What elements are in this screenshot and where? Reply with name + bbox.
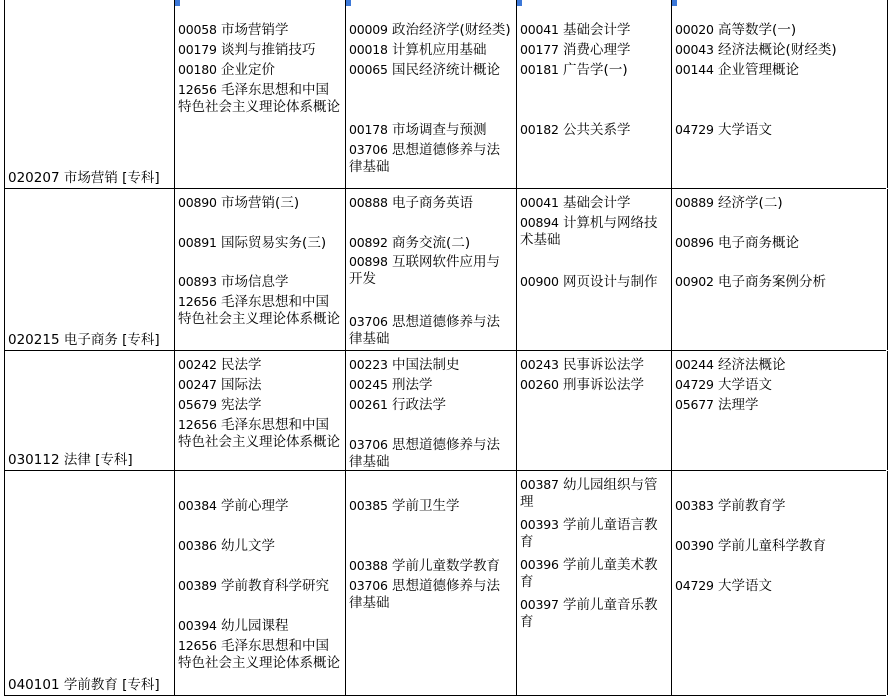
table-row bbox=[4, 351, 886, 471]
course-entry bbox=[178, 396, 342, 414]
course-code: 00223 bbox=[349, 357, 388, 372]
course-code: 00065 bbox=[349, 62, 388, 77]
course-code: 00898 bbox=[349, 254, 388, 269]
course-code: 00009 bbox=[349, 22, 388, 37]
course-entry bbox=[520, 596, 668, 631]
course-code: 03706 bbox=[349, 437, 388, 452]
course-name: 电子商务案例分析 bbox=[713, 274, 827, 290]
major-name: 020207 市场营销 [专科] bbox=[8, 170, 160, 186]
exam-slot-cell bbox=[345, 351, 517, 470]
course-code: 00386 bbox=[178, 538, 217, 553]
course-entry bbox=[349, 41, 513, 59]
course-entry bbox=[178, 21, 342, 39]
course-entry bbox=[349, 396, 513, 414]
course-name: 宪法学 bbox=[216, 397, 262, 413]
course-code: 00043 bbox=[675, 42, 714, 57]
column-marker bbox=[175, 0, 180, 6]
course-name: 毛泽东思想和中国特色社会主义理论体系概论 bbox=[178, 294, 340, 327]
course-entry bbox=[675, 41, 883, 59]
major-name: 040101 学前教育 [专科] bbox=[8, 677, 160, 693]
course-entry bbox=[178, 416, 342, 451]
course-name: 商务交流(二) bbox=[387, 235, 471, 251]
course-entry bbox=[349, 61, 513, 79]
course-code: 00018 bbox=[349, 42, 388, 57]
course-name: 毛泽东思想和中国特色社会主义理论体系概论 bbox=[178, 638, 340, 671]
course-entry bbox=[178, 273, 342, 291]
course-entry bbox=[178, 617, 342, 635]
course-name: 毛泽东思想和中国特色社会主义理论体系概论 bbox=[178, 417, 340, 450]
course-name: 毛泽东思想和中国特色社会主义理论体系概论 bbox=[178, 82, 340, 115]
course-code: 00177 bbox=[520, 42, 559, 57]
course-name: 谈判与推销技巧 bbox=[216, 42, 316, 58]
course-code: 00900 bbox=[520, 274, 559, 289]
course-entry bbox=[178, 61, 342, 79]
course-name: 电子商务概论 bbox=[713, 235, 800, 251]
course-entry bbox=[178, 234, 342, 252]
course-code: 04729 bbox=[675, 377, 714, 392]
course-entry bbox=[349, 376, 513, 394]
course-entry bbox=[349, 497, 513, 515]
course-entry bbox=[675, 234, 883, 252]
course-entry bbox=[520, 356, 668, 374]
major-cell bbox=[4, 351, 175, 470]
exam-slot-cell bbox=[174, 0, 346, 188]
course-code: 00892 bbox=[349, 235, 388, 250]
course-entry bbox=[349, 356, 513, 374]
course-entry bbox=[675, 273, 883, 291]
course-name: 幼儿文学 bbox=[216, 538, 276, 554]
course-name: 学前儿童语言教育 bbox=[520, 517, 658, 550]
table-row bbox=[4, 189, 886, 351]
course-name: 学前儿童科学教育 bbox=[713, 538, 827, 554]
course-name: 消费心理学 bbox=[558, 42, 631, 58]
course-name: 幼儿园组织与管理 bbox=[520, 477, 658, 510]
course-code: 00890 bbox=[178, 195, 217, 210]
course-entry bbox=[349, 194, 513, 212]
course-name: 互联网软件应用与开发 bbox=[349, 254, 501, 287]
exam-slot-cell bbox=[345, 189, 517, 350]
course-entry bbox=[349, 436, 513, 471]
course-name: 学前儿童音乐教育 bbox=[520, 597, 658, 630]
course-entry bbox=[675, 61, 883, 79]
course-code: 00384 bbox=[178, 498, 217, 513]
course-name: 广告学(一) bbox=[558, 62, 628, 78]
exam-slot-cell bbox=[671, 0, 888, 188]
course-name: 大学语文 bbox=[713, 377, 773, 393]
course-code: 00393 bbox=[520, 517, 559, 532]
course-name: 公共关系学 bbox=[558, 122, 631, 138]
course-code: 05677 bbox=[675, 397, 714, 412]
course-name: 国际法 bbox=[216, 377, 262, 393]
course-entry bbox=[349, 21, 513, 39]
course-name: 计算机与网络技术基础 bbox=[520, 215, 658, 248]
course-code: 00902 bbox=[675, 274, 714, 289]
course-schedule-table bbox=[4, 0, 886, 696]
exam-slot-cell bbox=[516, 471, 672, 695]
course-entry bbox=[349, 121, 513, 139]
course-entry bbox=[520, 476, 668, 511]
course-name: 学前儿童数学教育 bbox=[387, 558, 501, 574]
course-code: 00180 bbox=[178, 62, 217, 77]
course-name: 思想道德修养与法律基础 bbox=[349, 314, 501, 347]
course-code: 00178 bbox=[349, 122, 388, 137]
course-name: 刑事诉讼法学 bbox=[558, 377, 645, 393]
major-cell bbox=[4, 189, 175, 350]
course-name: 思想道德修养与法律基础 bbox=[349, 142, 501, 175]
course-name: 刑法学 bbox=[387, 377, 433, 393]
course-name: 幼儿园课程 bbox=[216, 618, 289, 634]
course-entry bbox=[349, 253, 513, 288]
course-name: 行政法学 bbox=[387, 397, 447, 413]
major-name: 030112 法律 [专科] bbox=[8, 452, 133, 468]
course-entry bbox=[178, 577, 342, 595]
course-code: 00893 bbox=[178, 274, 217, 289]
course-code: 00179 bbox=[178, 42, 217, 57]
course-name: 法理学 bbox=[713, 397, 759, 413]
course-entry bbox=[349, 557, 513, 575]
course-entry bbox=[520, 516, 668, 551]
table-row bbox=[4, 471, 886, 696]
course-name: 市场调查与预测 bbox=[387, 122, 487, 138]
course-entry bbox=[675, 497, 883, 515]
column-marker bbox=[672, 0, 677, 6]
course-name: 中国法制史 bbox=[387, 357, 460, 373]
course-code: 12656 bbox=[178, 294, 217, 309]
course-name: 经济法概论(财经类) bbox=[713, 42, 837, 58]
course-entry bbox=[349, 234, 513, 252]
course-entry bbox=[675, 376, 883, 394]
course-code: 00889 bbox=[675, 195, 714, 210]
exam-slot-cell bbox=[174, 471, 346, 695]
course-code: 00389 bbox=[178, 578, 217, 593]
course-name: 市场信息学 bbox=[216, 274, 289, 290]
course-name: 大学语文 bbox=[713, 122, 773, 138]
course-code: 04729 bbox=[675, 578, 714, 593]
course-entry bbox=[178, 376, 342, 394]
course-name: 网页设计与制作 bbox=[558, 274, 658, 290]
exam-slot-cell bbox=[345, 0, 517, 188]
course-name: 学前卫生学 bbox=[387, 498, 460, 514]
course-code: 00383 bbox=[675, 498, 714, 513]
course-name: 国际贸易实务(三) bbox=[216, 235, 327, 251]
course-code: 12656 bbox=[178, 82, 217, 97]
exam-slot-cell bbox=[516, 189, 672, 350]
course-entry bbox=[178, 497, 342, 515]
column-marker bbox=[346, 0, 351, 6]
major-name: 020215 电子商务 [专科] bbox=[8, 332, 160, 348]
course-entry bbox=[178, 81, 342, 116]
course-name: 市场营销(三) bbox=[216, 195, 300, 211]
course-entry bbox=[520, 376, 668, 394]
course-entry bbox=[520, 121, 668, 139]
course-name: 学前心理学 bbox=[216, 498, 289, 514]
course-name: 政治经济学(财经类) bbox=[387, 22, 511, 38]
course-entry bbox=[520, 194, 668, 212]
course-name: 思想道德修养与法律基础 bbox=[349, 578, 501, 611]
course-code: 00390 bbox=[675, 538, 714, 553]
course-code: 00244 bbox=[675, 357, 714, 372]
course-name: 经济法概论 bbox=[713, 357, 786, 373]
course-entry bbox=[178, 293, 342, 328]
course-code: 00894 bbox=[520, 215, 559, 230]
exam-slot-cell bbox=[516, 0, 672, 188]
course-name: 计算机应用基础 bbox=[387, 42, 487, 58]
course-entry bbox=[520, 273, 668, 291]
course-name: 高等数学(一) bbox=[713, 22, 797, 38]
course-name: 学前教育学 bbox=[713, 498, 786, 514]
course-entry bbox=[520, 61, 668, 79]
course-name: 市场营销学 bbox=[216, 22, 289, 38]
course-entry bbox=[178, 194, 342, 212]
course-name: 民法学 bbox=[216, 357, 262, 373]
exam-slot-cell bbox=[671, 471, 888, 695]
course-code: 00388 bbox=[349, 558, 388, 573]
exam-slot-cell bbox=[671, 189, 888, 350]
course-code: 04729 bbox=[675, 122, 714, 137]
course-name: 思想道德修养与法律基础 bbox=[349, 437, 501, 470]
course-entry bbox=[675, 577, 883, 595]
course-code: 00394 bbox=[178, 618, 217, 633]
course-code: 00058 bbox=[178, 22, 217, 37]
course-entry bbox=[349, 577, 513, 612]
course-code: 00397 bbox=[520, 597, 559, 612]
course-entry bbox=[520, 41, 668, 59]
course-entry bbox=[675, 537, 883, 555]
course-entry bbox=[520, 21, 668, 39]
course-entry bbox=[178, 356, 342, 374]
course-code: 00260 bbox=[520, 377, 559, 392]
course-name: 企业管理概论 bbox=[713, 62, 800, 78]
course-code: 03706 bbox=[349, 142, 388, 157]
course-code: 03706 bbox=[349, 578, 388, 593]
course-entry bbox=[520, 556, 668, 591]
course-code: 00041 bbox=[520, 22, 559, 37]
course-code: 00243 bbox=[520, 357, 559, 372]
course-code: 00181 bbox=[520, 62, 559, 77]
course-code: 00387 bbox=[520, 477, 559, 492]
exam-slot-cell bbox=[174, 189, 346, 350]
course-name: 企业定价 bbox=[216, 62, 276, 78]
course-code: 00891 bbox=[178, 235, 217, 250]
course-name: 国民经济统计概论 bbox=[387, 62, 501, 78]
course-code: 00242 bbox=[178, 357, 217, 372]
course-entry bbox=[675, 121, 883, 139]
course-code: 00144 bbox=[675, 62, 714, 77]
course-name: 经济学(二) bbox=[713, 195, 783, 211]
course-name: 基础会计学 bbox=[558, 195, 631, 211]
course-entry bbox=[349, 313, 513, 348]
course-name: 电子商务英语 bbox=[387, 195, 474, 211]
course-code: 00182 bbox=[520, 122, 559, 137]
course-code: 12656 bbox=[178, 417, 217, 432]
exam-slot-cell bbox=[671, 351, 888, 470]
course-code: 00896 bbox=[675, 235, 714, 250]
course-name: 民事诉讼法学 bbox=[558, 357, 645, 373]
course-code: 03706 bbox=[349, 314, 388, 329]
course-name: 基础会计学 bbox=[558, 22, 631, 38]
course-entry bbox=[520, 214, 668, 249]
exam-slot-cell bbox=[516, 351, 672, 470]
course-code: 00888 bbox=[349, 195, 388, 210]
course-code: 00041 bbox=[520, 195, 559, 210]
course-code: 00261 bbox=[349, 397, 388, 412]
course-entry bbox=[675, 194, 883, 212]
exam-slot-cell bbox=[174, 351, 346, 470]
course-name: 学前儿童美术教育 bbox=[520, 557, 658, 590]
table-row bbox=[4, 0, 886, 189]
exam-slot-cell bbox=[345, 471, 517, 695]
course-code: 00020 bbox=[675, 22, 714, 37]
course-entry bbox=[349, 141, 513, 176]
course-code: 05679 bbox=[178, 397, 217, 412]
course-code: 00396 bbox=[520, 557, 559, 572]
course-entry bbox=[178, 41, 342, 59]
course-entry bbox=[178, 537, 342, 555]
course-entry bbox=[675, 21, 883, 39]
course-code: 00245 bbox=[349, 377, 388, 392]
course-code: 00385 bbox=[349, 498, 388, 513]
major-cell bbox=[4, 0, 175, 188]
course-code: 00247 bbox=[178, 377, 217, 392]
course-name: 学前教育科学研究 bbox=[216, 578, 330, 594]
course-entry bbox=[675, 356, 883, 374]
course-entry bbox=[675, 396, 883, 414]
major-cell bbox=[4, 471, 175, 695]
column-marker bbox=[517, 0, 522, 6]
course-entry bbox=[178, 637, 342, 672]
course-code: 12656 bbox=[178, 638, 217, 653]
course-name: 大学语文 bbox=[713, 578, 773, 594]
